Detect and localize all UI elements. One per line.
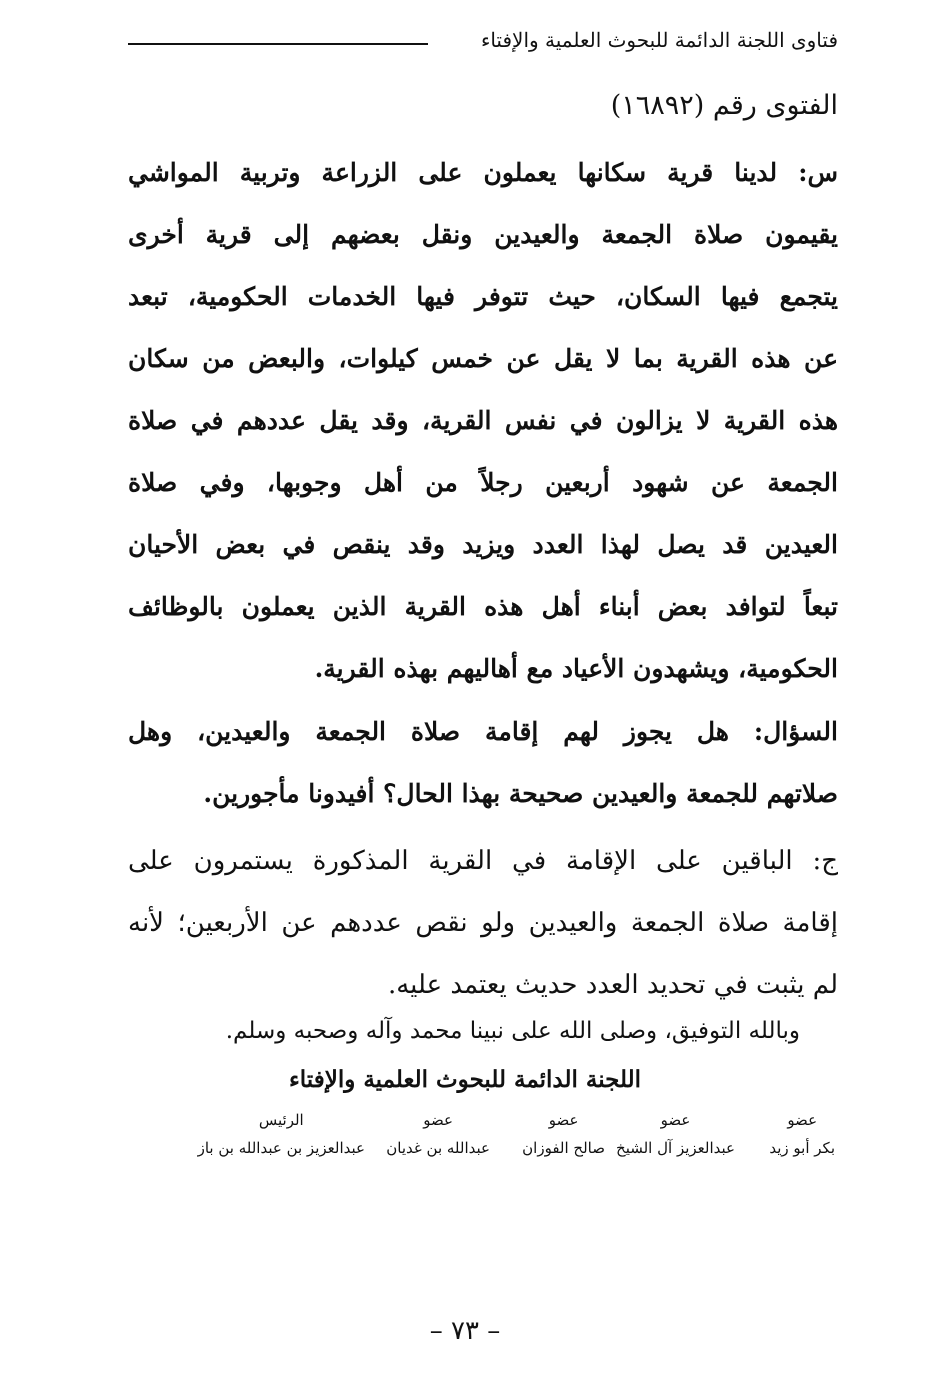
book-title: فتاوى اللجنة الدائمة للبحوث العلمية والإفتاء bbox=[480, 28, 838, 52]
question-line: العيدين قد يصل لهذا العدد ويزيد وقد ينقص في بعض الأحيان bbox=[128, 530, 838, 559]
question-line: يتجمع فيها السكان، حيث تتوفر فيها الخدمات الحكومية، تبعد bbox=[128, 282, 838, 311]
answer-line: لم يثبت في تحديد العدد حديث يعتمد عليه. bbox=[387, 970, 838, 1000]
signatory-name: بكر أبو زيد bbox=[769, 1139, 835, 1157]
signatory bbox=[386, 1111, 490, 1157]
signatory-name: عبدالله بن غديان bbox=[386, 1139, 490, 1157]
signatory-name: صالح الفوزان bbox=[522, 1139, 605, 1157]
page-number: – ٧٣ – bbox=[429, 1316, 501, 1346]
signatory bbox=[522, 1111, 605, 1157]
answer-paragraph bbox=[128, 830, 838, 1016]
question-line: الحكومية، ويشهدون الأعياد مع أهاليهم بهذه القرية. bbox=[314, 654, 838, 683]
question-line: الجمعة عن شهود أربعين رجلاً من أهل وجوبها، وفي صلاة bbox=[128, 468, 838, 497]
question-line: هذه القرية لا يزالون في نفس القرية، وقد يقل عددهم في صلاة bbox=[128, 406, 838, 435]
question2-line: صلاتهم للجمعة والعيدين صحيحة بهذا الحال؟ أفيدونا مأجورين. bbox=[203, 779, 838, 808]
committee-name: اللجنة الدائمة للبحوث العلمية والإفتاء bbox=[288, 1066, 642, 1093]
question-paragraph bbox=[128, 142, 838, 700]
signatory bbox=[198, 1111, 365, 1157]
signatory bbox=[616, 1111, 735, 1157]
signatory bbox=[769, 1111, 835, 1157]
question2-paragraph bbox=[128, 701, 838, 825]
signatories bbox=[145, 1111, 835, 1171]
fatwa-number: الفتوى رقم (١٦٨٩٢) bbox=[610, 90, 838, 121]
question2-line: السؤال: هل يجوز لهم إقامة صلاة الجمعة والعيدين، وهل bbox=[128, 717, 838, 746]
signatory-role: عضو bbox=[660, 1111, 691, 1129]
closing-line: وبالله التوفيق، وصلى الله على نبينا محمد وآله وصحبه وسلم. bbox=[225, 1018, 800, 1044]
question-line: تبعاً لتوافد بعض أبناء أهل هذه القرية الذين يعملون بالوظائف bbox=[128, 592, 838, 621]
signatory-name: عبدالعزيز بن عبدالله بن باز bbox=[197, 1139, 365, 1157]
signatory-role: الرئيس bbox=[258, 1111, 304, 1129]
signatory-role: عضو bbox=[423, 1111, 453, 1129]
page-header bbox=[128, 24, 838, 64]
signatory-role: عضو bbox=[787, 1111, 818, 1129]
answer-line: ج: الباقين على الإقامة في القرية المذكورة يستمرون على bbox=[128, 846, 838, 876]
question-line: عن هذه القرية بما لا يقل عن خمس كيلوات، والبعض من سكان bbox=[128, 344, 838, 373]
signatory-name: عبدالعزيز آل الشيخ bbox=[616, 1139, 735, 1157]
question-line: س: لدينا قرية سكانها يعملون على الزراعة وتربية المواشي bbox=[128, 158, 838, 187]
answer-line: إقامة صلاة الجمعة والعيدين ولو نقص عددهم عن الأربعين؛ لأنه bbox=[128, 908, 838, 938]
header-rule bbox=[128, 43, 428, 45]
question-line: يقيمون صلاة الجمعة والعيدين ونقل بعضهم إلى قرية أخرى bbox=[128, 220, 838, 249]
signatory-role: عضو bbox=[548, 1111, 579, 1129]
